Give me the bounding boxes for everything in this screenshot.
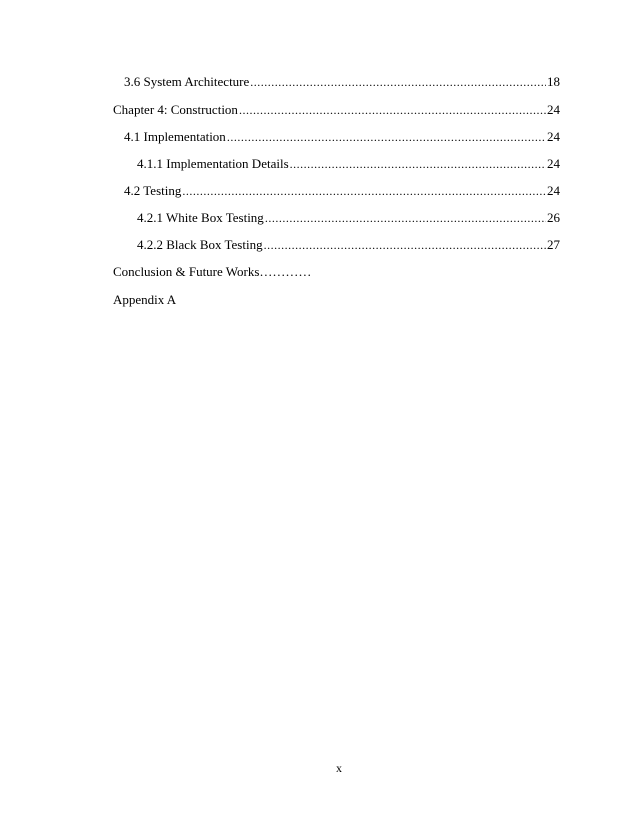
toc-dot-leader [239,102,546,118]
page-number: x [336,761,342,775]
toc-dot-leader [264,237,546,253]
toc-entry-black-box-testing [137,237,560,253]
toc-entry-title: 3.6 System Architecture [124,74,250,89]
toc-dot-leader [182,183,546,199]
toc-dot-leader [227,129,546,145]
toc-entry-title: 4.2.1 White Box Testing [137,210,264,225]
toc-entry-page: 26 [547,210,560,225]
toc-entry-page: 24 [547,156,560,171]
toc-dot-leader [250,74,546,90]
toc-entry-title: 4.1 Implementation [124,129,226,144]
toc-entry-implementation [124,129,560,145]
toc-entry-appendix: Appendix A [113,292,177,307]
toc-dot-leader [265,210,546,226]
toc-entry-title: Chapter 4: Construction [113,102,238,117]
toc-entry-title: 4.2 Testing [124,183,182,198]
toc-entry-system-architecture [124,74,560,90]
toc-entry-implementation-details [137,156,560,172]
toc-entry-testing [124,183,560,199]
toc-entry-white-box-testing [137,210,560,226]
toc-entry-page: 24 [547,183,560,198]
toc-entry-page: 18 [547,74,560,89]
toc-entry-conclusion: Conclusion & Future Works………… [113,264,312,279]
toc-entry-title: 4.2.2 Black Box Testing [137,237,263,252]
toc-entry-page: 27 [547,237,560,252]
toc-dot-leader [290,156,546,172]
toc-entry-page: 24 [547,102,560,117]
toc-entry-page: 24 [547,129,560,144]
toc-entry-title: 4.1.1 Implementation Details [137,156,289,171]
toc-entry-chapter-4 [113,102,560,118]
